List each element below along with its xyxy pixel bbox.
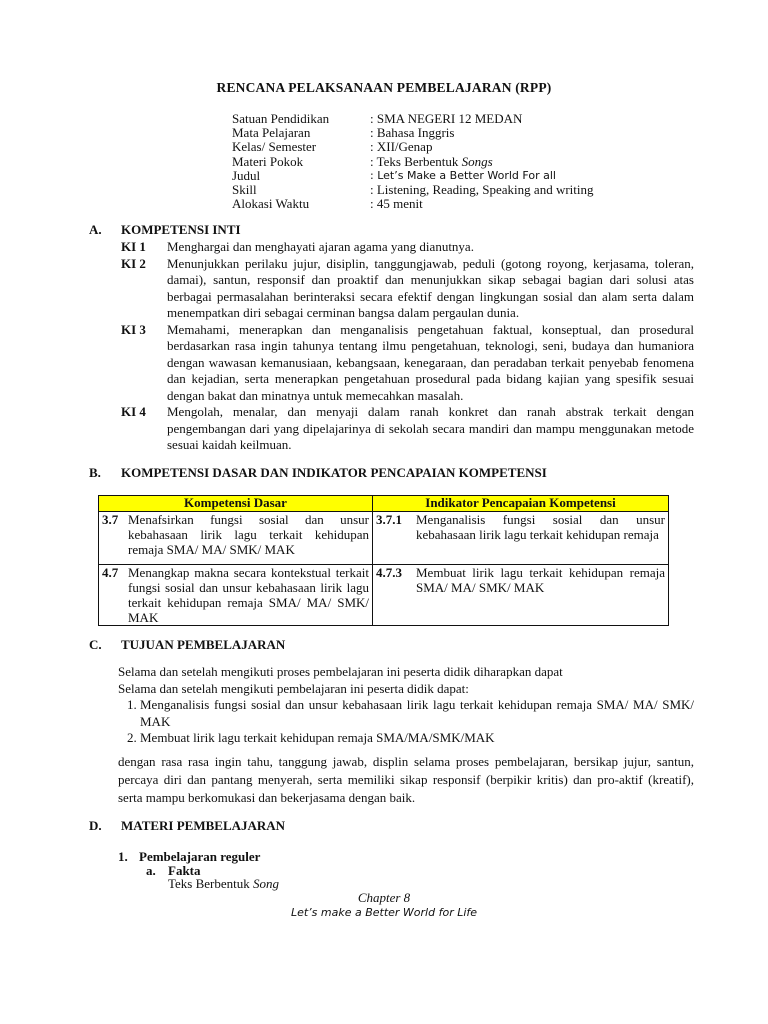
ki-item	[121, 239, 694, 256]
chapter-title: Let’s make a Better World for Life	[290, 906, 478, 919]
objectives-intro-1: Selama dan setelah mengikuti proses pembelajaran ini peserta didik diharapkan dapat	[118, 664, 563, 679]
table-cell-ipk	[373, 512, 669, 565]
info-label: Skill	[232, 182, 257, 198]
document-title: RENCANA PELAKSANAAN PEMBELAJARAN (RPP)	[216, 80, 552, 95]
info-label: Mata Pelajaran	[232, 125, 311, 141]
info-label: Alokasi Waktu	[232, 196, 310, 212]
chapter-label: Chapter 8	[357, 890, 411, 905]
section-letter: B.	[89, 465, 101, 480]
table-header-row	[99, 496, 669, 512]
kd-text: Menafsirkan fungsi sosial dan unsur kebahasaan lirik lagu terkait kehidupan remaja SMA/ MA/ SMK/ MAK	[128, 512, 369, 557]
objectives-list	[118, 697, 694, 747]
sub-letter: a.	[146, 863, 156, 878]
fakta-italic: Song	[253, 876, 280, 891]
kd-number: 4.7	[102, 565, 119, 580]
info-value: : 45 menit	[370, 196, 423, 212]
ki-text: Memahami, menerapkan dan menganalisis pengetahuan faktual, konseptual, dan prosedural berdasarkan rasa ingin tahunya tentang ilmu pengetahuan, teknologi, seni, budaya dan humaniora dengan wawasan kemanusiaan, kebangsaan, kenegaraan, dan peradaban terkait penyebab fenomena dan kejadian, serta menerapkan pengetahuan prosedural pada bidang kajian yang spesifik sesuai dengan bakat dan minatnya untuk memecahkan masalah.	[167, 321, 694, 403]
ki-text: Menunjukkan perilaku jujur, disiplin, tanggungjawab, peduli (gotong royong, kerjasama, toleran, damai), santun, responsif dan proaktif dan menunjukkan sikap sebagai bagian dari solusi atas berbagai permasalahan berinteraksi secara efektif dengan lingkungan sosial dan alam serta dalam menempatkan diri sebagai cerminan bangsa dalam pergaulan dunia.	[167, 255, 694, 320]
kd-text: Menangkap makna secara kontekstual terkait fungsi sosial dan unsur kebahasaan lirik lagu terkait kehidupan remaja SMA/ MA/ SMK/ MAK	[128, 565, 369, 625]
objectives-closing: dengan rasa rasa ingin tahu, tanggung jawab, displin selama proses pembelajaran, bersikap jujur, santun, percaya diri dan pantang menyerah, serta memiliki sikap responsif (berpikir kritis) dan pro-aktif (kreatif), serta mampu berkomukasi dan bekerjasama dengan baik.	[118, 754, 694, 805]
info-row-satuan	[232, 112, 652, 126]
section-letter: D.	[89, 818, 102, 833]
info-value: : XII/Genap	[370, 139, 433, 155]
info-value: : Bahasa Inggris	[370, 125, 455, 141]
kd-number: 3.7	[102, 512, 119, 527]
list-item: 1. Menganalisis fungsi sosial dan unsur kebahasaan lirik lagu terkait kehidupan remaja SMA/ MA/ SMK/ MAK	[140, 697, 694, 730]
competency-table	[98, 495, 669, 626]
info-value: : SMA NEGERI 12 MEDAN	[370, 111, 523, 126]
list-item: 2. Membuat lirik lagu terkait kehidupan remaja SMA/MA/SMK/MAK	[140, 730, 694, 747]
info-row-alokasi	[232, 197, 652, 211]
learning-objectives	[118, 664, 694, 747]
section-title: TUJUAN PEMBELAJARAN	[121, 637, 286, 652]
info-row-kelas	[232, 140, 652, 154]
section-letter: C.	[89, 637, 102, 652]
table-row	[99, 512, 669, 565]
identity-block	[232, 112, 652, 211]
info-row-mapel	[232, 126, 652, 140]
section-title: KOMPETENSI DASAR DAN INDIKATOR PENCAPAIAN KOMPETENSI	[121, 465, 547, 480]
sub-label: Pembelajaran reguler	[139, 849, 261, 864]
table-header-kd: Kompetensi Dasar	[99, 496, 373, 512]
fakta-plain: Teks Berbentuk	[168, 876, 254, 891]
info-value: : Listening, Reading, Speaking and writing	[370, 182, 594, 198]
info-row-skill	[232, 183, 652, 197]
info-row-judul	[232, 169, 652, 183]
table-row	[99, 565, 669, 626]
section-b-heading	[89, 465, 547, 482]
section-a-heading	[89, 222, 241, 239]
ki-list	[121, 239, 694, 454]
ki-text: Menghargai dan menghayati ajaran agama yang dianutnya.	[167, 239, 474, 254]
section-title: MATERI PEMBELAJARAN	[121, 818, 286, 833]
info-value: : Let’s Make a Better World For all	[370, 168, 556, 182]
info-row-materi	[232, 155, 652, 169]
section-title: KOMPETENSI INTI	[121, 222, 241, 237]
ki-code: KI 3	[121, 321, 146, 337]
table-cell-kd	[99, 512, 373, 565]
section-d-heading	[89, 818, 285, 835]
table-header-ipk: Indikator Pencapaian Kompetensi	[373, 496, 669, 512]
objectives-intro-2: Selama dan setelah mengikuti pembelajaran ini peserta didik dapat:	[118, 680, 469, 696]
ipk-text: Membuat lirik lagu terkait kehidupan remaja SMA/ MA/ SMK/ MAK	[416, 565, 665, 595]
section-c-heading	[89, 637, 285, 654]
info-label: Kelas/ Semester	[232, 139, 317, 155]
ipk-number: 3.7.1	[376, 512, 402, 527]
info-label: Satuan Pendidikan	[232, 111, 330, 126]
sub-label: Fakta	[168, 863, 201, 878]
section-letter: A.	[89, 222, 102, 237]
info-label: Judul	[232, 167, 261, 183]
table-cell-kd	[99, 565, 373, 626]
info-value-text: : Teks Berbentuk	[370, 153, 462, 169]
table-cell-ipk	[373, 565, 669, 626]
ki-code: KI 4	[121, 404, 146, 419]
ki-item	[121, 404, 694, 454]
ki-item	[121, 256, 694, 322]
ipk-number: 4.7.3	[376, 565, 402, 580]
ki-text: Mengolah, menalar, dan menyaji dalam ranah konkret dan ranah abstrak terkait dengan pengembangan dari yang dipelajarinya di sekolah secara mandiri dan mampu menggunakan metode sesuai kaidah keilmuan.	[167, 404, 694, 452]
ipk-text: Menganalisis fungsi sosial dan unsur kebahasaan lirik lagu terkait kehidupan remaja	[416, 512, 665, 542]
ki-code: KI 1	[121, 239, 146, 254]
ki-item	[121, 322, 694, 405]
ki-code: KI 2	[121, 255, 146, 271]
info-value-italic: Songs	[461, 153, 493, 169]
info-label: Materi Pokok	[232, 153, 304, 169]
sub-number: 1.	[118, 849, 128, 864]
info-value	[370, 155, 652, 169]
